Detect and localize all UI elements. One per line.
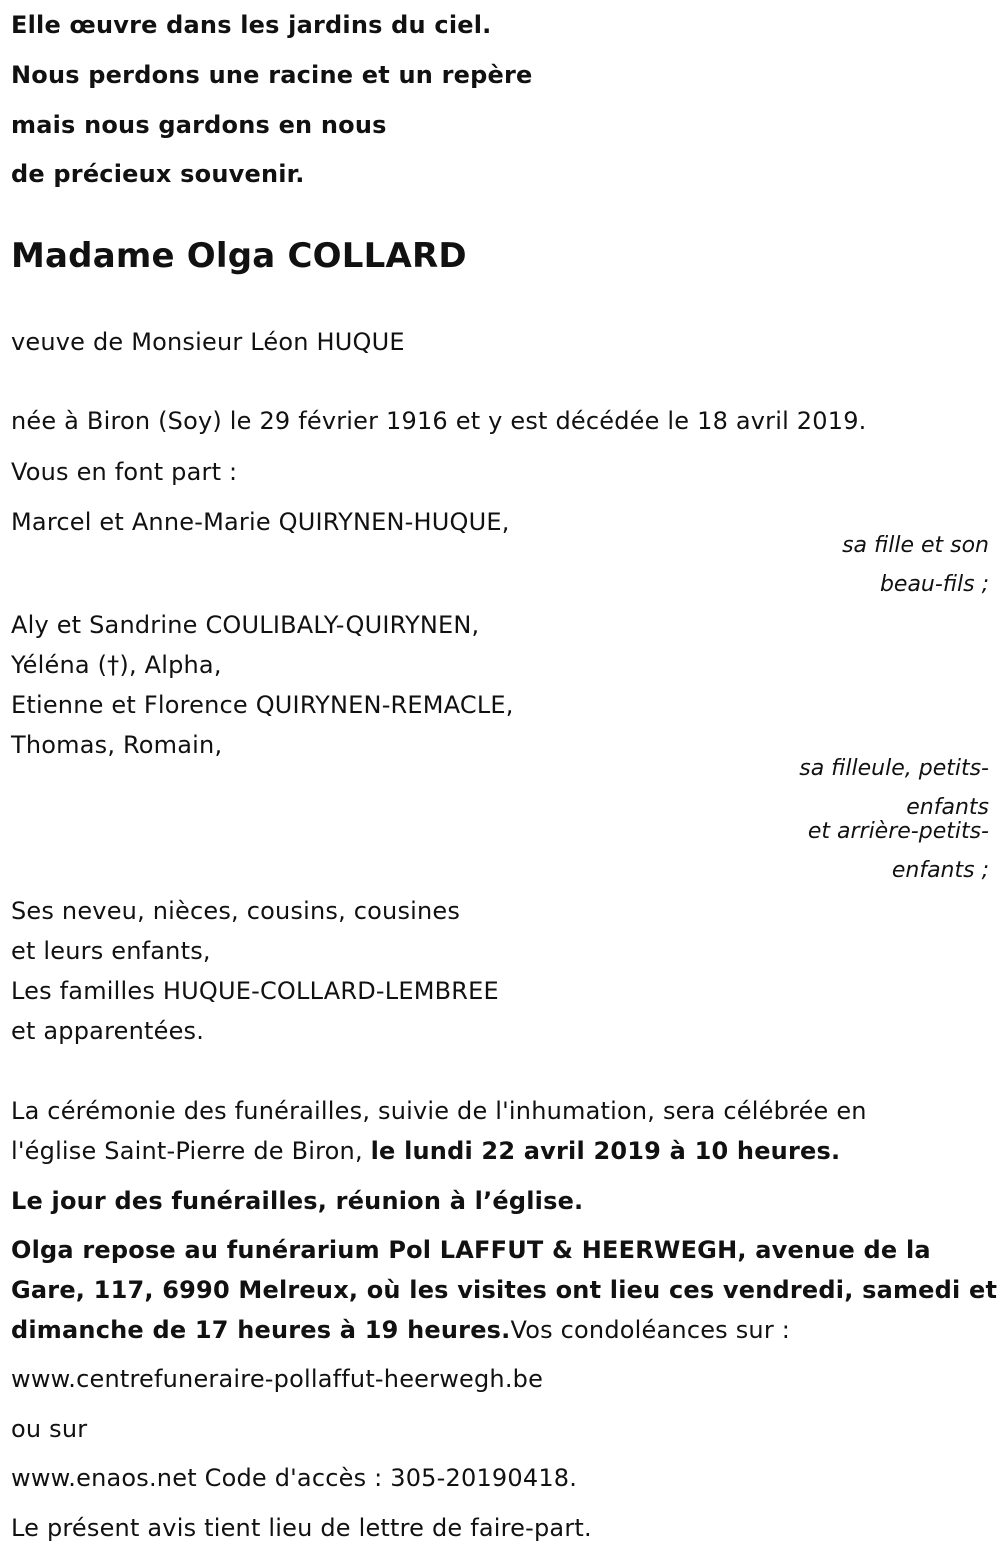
family-group-2-relation-line-4: enfants ; xyxy=(891,858,989,883)
widow-of: veuve de Monsieur Léon HUQUE xyxy=(11,328,405,356)
family-group-1-relation-line-2: beau-fils ; xyxy=(879,572,989,597)
or-on-label: ou sur xyxy=(11,1415,88,1443)
family-group-3-line-1: Ses neveu, nièces, cousins, cousines xyxy=(11,897,461,925)
deceased-name: Madame Olga COLLARD xyxy=(11,236,467,276)
poem-line-3: mais nous gardons en nous xyxy=(11,111,387,139)
family-group-2-line-3: Etienne et Florence QUIRYNEN-REMACLE, xyxy=(11,691,514,719)
poem-line-2: Nous perdons une racine et un repère xyxy=(11,61,533,89)
family-group-2-relation-line-2: enfants xyxy=(906,795,989,820)
poem-line-4: de précieux souvenir. xyxy=(11,160,305,188)
condolences-website-1[interactable]: www.centrefuneraire-pollaffut-heerwegh.be xyxy=(11,1365,544,1393)
family-group-2-relation-line-3: et arrière-petits- xyxy=(807,819,989,844)
family-group-3-line-4: et apparentées. xyxy=(11,1017,205,1045)
closing-note: Le présent avis tient lieu de lettre de faire-part. xyxy=(11,1514,592,1542)
ceremony-line-2 xyxy=(11,1136,840,1166)
family-group-2-line-1: Aly et Sandrine COULIBALY-QUIRYNEN, xyxy=(11,611,480,639)
family-group-3-line-2: et leurs enfants, xyxy=(11,937,211,965)
family-group-2-line-4: Thomas, Romain, xyxy=(11,731,223,759)
family-group-1-relation-line-1: sa fille et son xyxy=(842,533,989,558)
ceremony-datetime: le lundi 22 avril 2019 à 10 heures. xyxy=(370,1137,841,1165)
ceremony-line-1: La cérémonie des funérailles, suivie de l'inhumation, sera célébrée en xyxy=(11,1097,867,1125)
family-group-2-line-2: Yéléna (†), Alpha, xyxy=(11,651,222,679)
condolences-website-2[interactable]: www.enaos.net Code d'accès : 305-20190418. xyxy=(11,1464,578,1492)
family-group-2-relation-line-1: sa filleule, petits- xyxy=(799,756,989,781)
funerarium-line-1: Olga repose au funérarium Pol LAFFUT & HEERWEGH, avenue de la xyxy=(11,1236,931,1264)
announcement-intro: Vous en font part : xyxy=(11,458,238,486)
birth-death-info: née à Biron (Soy) le 29 février 1916 et y est décédée le 18 avril 2019. xyxy=(11,407,867,435)
family-group-3-line-3: Les familles HUQUE-COLLARD-LEMBREE xyxy=(11,977,499,1005)
poem-line-1: Elle œuvre dans les jardins du ciel. xyxy=(11,11,492,39)
ceremony-location: l'église Saint-Pierre de Biron, xyxy=(11,1137,371,1165)
family-group-1: Marcel et Anne-Marie QUIRYNEN-HUQUE, xyxy=(11,508,510,536)
funerarium-line-2: Gare, 117, 6990 Melreux, où les visites ont lieu ces vendredi, samedi et xyxy=(11,1276,998,1304)
visiting-hours: dimanche de 17 heures à 19 heures. xyxy=(11,1316,511,1344)
condolences-intro: Vos condoléances sur : xyxy=(510,1316,791,1344)
reunion-info: Le jour des funérailles, réunion à l’église. xyxy=(11,1187,584,1215)
funerarium-line-3 xyxy=(11,1315,790,1345)
